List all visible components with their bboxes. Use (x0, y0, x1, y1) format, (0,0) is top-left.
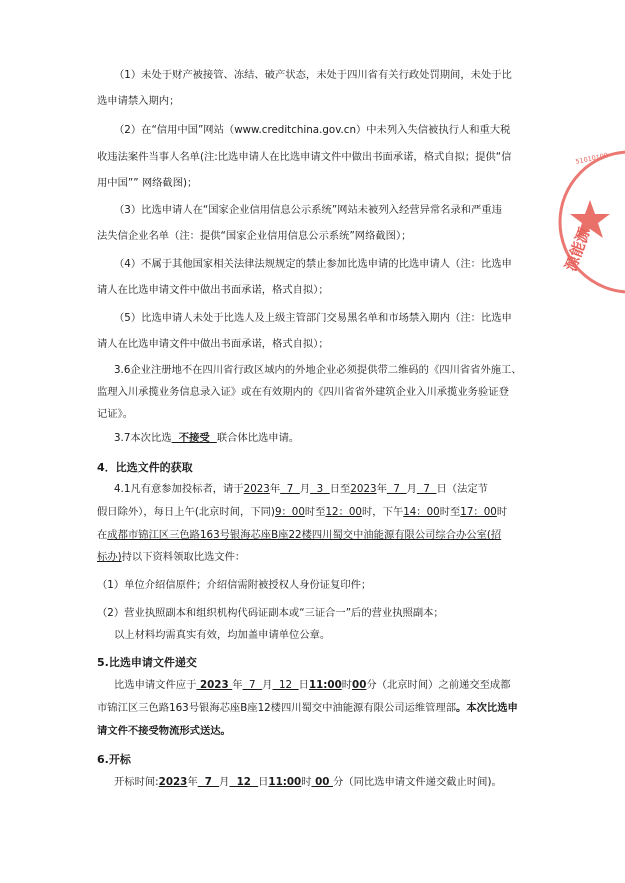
s4-l1-month-start: 7 (280, 483, 300, 495)
req-3-6-line-2: 监理入川承揽业务信息录入证》或在有效期内的《四川省省外建筑企业入川承揽业务验证登 (97, 386, 509, 398)
req-3-7-suffix: 联合体比选申请。 (216, 432, 300, 444)
s4-l1-text: 日（法定节 (436, 483, 488, 495)
s4-l1-year-start: 2023 (243, 483, 270, 495)
req-3-line-2: 法失信企业名单（注：提供“国家企业信用信息公示系统”网络截图）； (97, 230, 412, 242)
s4-l2-time-4: 17：00 (460, 506, 497, 518)
s4-l2-text: 时至 (439, 506, 461, 518)
s6-l1-text: 时 (301, 776, 312, 788)
s4-l2-prefix: 假日除外），每日上午(北京时间，下同) (97, 506, 275, 518)
s6-line-1 (114, 775, 569, 790)
req-2-line-2: 收违法案件当事人名单(注:比选申请人在比选申请文件中做出书面承诺，格式自拟；提供“信 (97, 151, 512, 163)
s4-l2-time-1: 9：00 (274, 506, 305, 518)
s4-item-1: （1）单位介绍信原件；介绍信需附被授权人身份证复印件； (97, 579, 372, 591)
req-3-6-line-3: 记证》。 (97, 408, 134, 420)
s4-l1-prefix: 4.1凡有意参加投标者，请于 (114, 483, 244, 495)
req-2-line-1: （2）在“信用中国”网站（www.creditchina.gov.cn）中未列入失信被执行人和重大税 (114, 124, 511, 136)
company-seal (548, 142, 625, 302)
s4-l3-prefix: 在 (97, 529, 108, 541)
s5-l1-prefix: 比选申请文件应于 (114, 679, 197, 691)
s4-l1-text: 月 (406, 483, 417, 495)
s4-l1-text: 日至 (329, 483, 351, 495)
s4-l2-text: 时，下午 (362, 506, 404, 518)
req-5-line-1: （5）比选申请人未处于比选人及上级主管部门交易黑名单和市场禁入期内（注：比选申 (114, 312, 512, 324)
s5-l1-text: 日 (298, 679, 309, 691)
s4-l1-year-end: 2023 (350, 483, 377, 495)
s6-l1-text: 日 (258, 776, 269, 788)
s5-line-1 (114, 678, 569, 693)
s4-l1-month-end: 7 (386, 483, 407, 495)
s4-l2-time-2: 12：00 (325, 506, 362, 518)
s6-l1-month: 7 (197, 776, 220, 788)
s4-l1-day-end: 7 (416, 483, 437, 495)
s6-l1-year: 2023 (158, 776, 188, 788)
s4-l1-text: 月 (299, 483, 311, 495)
section-4-heading: 4．比选文件的获取 (97, 461, 193, 474)
s5-l1-month: 7 (242, 679, 263, 691)
s4-l3-address: 成都市锦江区三色路163号银海芯座B座22楼四川蜀交中油能源有限公司综合办公室(招 (107, 529, 502, 541)
s4-l1-day-start: 3 (310, 483, 330, 495)
s5-l1-minute: 00 (352, 679, 367, 691)
seal-top-text: 51010100 (574, 151, 609, 166)
s5-l1-day: 12 (272, 679, 299, 691)
s5-l1-text: 年 (232, 679, 243, 691)
req-3-7 (114, 431, 569, 446)
req-5-line-2: 请人在比选申请文件中做出书面承诺，格式自拟）； (97, 338, 329, 350)
req-4-line-2: 请人在比选申请文件中做出书面承诺，格式自拟）； (97, 284, 329, 296)
s4-line-3 (97, 528, 552, 543)
s6-l1-day: 12 (229, 776, 259, 788)
req-1-line-1: （1）未处于财产被接管、冻结、破产状态，未处于四川省有关行政处罚期间，未处于比 (114, 69, 512, 81)
section-6-heading: 6.开标 (97, 753, 131, 766)
s5-line-2 (97, 701, 552, 716)
s5-l1-text: 月 (262, 679, 273, 691)
s6-l1-text: 年 (187, 776, 198, 788)
s4-line-4 (97, 550, 552, 565)
s4-l2-text: 时 (496, 506, 508, 518)
s4-l2-time-3: 14：00 (403, 506, 440, 518)
req-1-line-2: 选申请禁入期内； (97, 95, 180, 107)
s6-l1-hour: 11:00 (268, 776, 302, 788)
s4-line-1 (114, 482, 569, 497)
s5-l2-bold: 。本次比选申 (456, 702, 518, 714)
s5-l2-text: 市锦江区三色路163号银海芯座B座12楼四川蜀交中油能源有限公司运维管理部 (97, 702, 457, 714)
s4-l2-text: 时至 (304, 506, 326, 518)
s5-l1-text: 时 (341, 679, 353, 691)
s4-l4-address-end: 标办) (97, 551, 122, 563)
req-2-line-3: 用中国”” 网络截图)； (97, 177, 198, 189)
s4-item-2: （2）营业执照副本和组织机构代码证副本或“三证合一”后的营业执照副本； (97, 607, 444, 619)
s4-l1-text: 年 (269, 483, 281, 495)
s6-l1-minute: 00 (311, 776, 333, 788)
s4-line-2 (97, 505, 552, 520)
s6-l1-text: 分（同比选申请文件递交截止时间)。 (333, 776, 502, 788)
req-3-line-1: （3）比选申请人在“国家企业信用信息公示系统”网站未被列入经营异常名录和严重违 (114, 204, 502, 216)
s6-l1-text: 月 (219, 776, 230, 788)
s6-l1-prefix: 开标时间: (114, 776, 159, 788)
s5-line-3: 请文件不接受物流形式送达。 (97, 725, 231, 737)
company-seal-graphic (548, 142, 625, 302)
s5-l1-text: 分（北京时间）之前递交至成都 (366, 679, 511, 691)
s4-l4-suffix: 持以下资料领取比选文件： (121, 551, 246, 563)
seal-bottom-text: 源能源 (561, 225, 594, 274)
req-3-6-line-1: 3.6企业注册地不在四川省行政区域内的外地企业必须提供带二维码的《四川省省外施工、 (114, 364, 522, 376)
s5-l1-hour: 11:00 (308, 679, 342, 691)
req-4-line-1: （4）不属于其他国家相关法律法规规定的禁止参加比选申请的比选申请人（注：比选申 (114, 258, 512, 270)
req-3-7-underlined: 不接受 (171, 432, 217, 444)
section-5-heading: 5.比选申请文件递交 (97, 656, 197, 669)
req-3-7-prefix: 3.7本次比选 (114, 432, 172, 444)
s5-l1-year: 2023 (196, 679, 233, 691)
s4-l1-text: 年 (376, 483, 387, 495)
s4-item-3: 以上材料均需真实有效，均加盖申请单位公章。 (114, 629, 331, 641)
